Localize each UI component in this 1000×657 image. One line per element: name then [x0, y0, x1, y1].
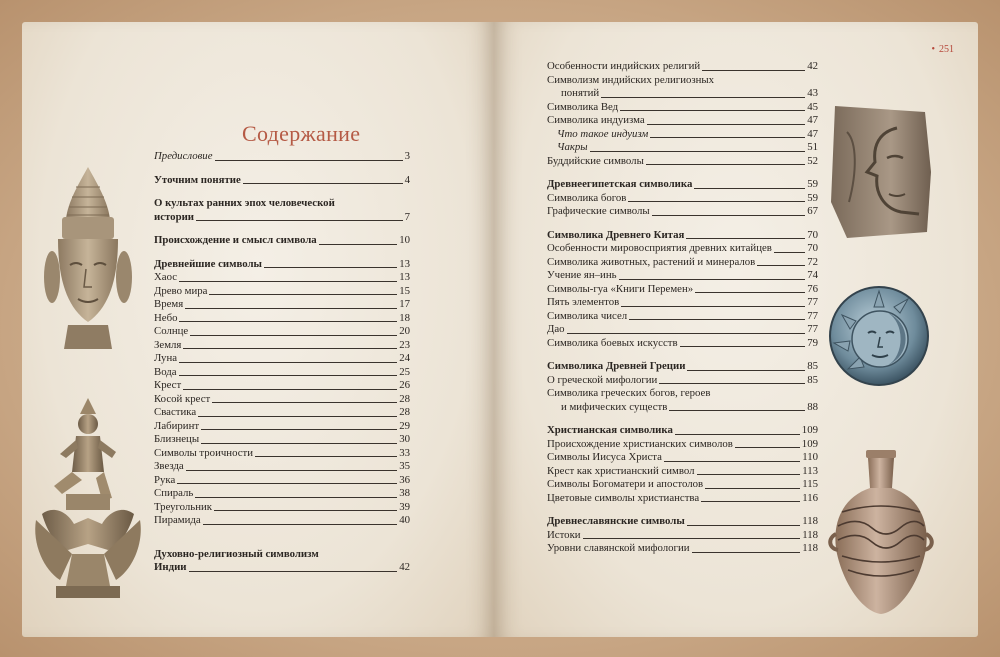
toc-entry-label: О греческой мифологии [547, 373, 658, 386]
toc-entry-label: Крест [154, 379, 182, 391]
toc-entry[interactable] [154, 339, 410, 353]
toc-entry[interactable] [547, 192, 818, 206]
toc-entry-page: 118 [802, 515, 818, 527]
toc-entry-label: Дао [547, 323, 565, 335]
toc-entry-label: Треугольник [154, 500, 213, 513]
toc-entry-page: 70 [807, 242, 818, 254]
page-title: Содержание [242, 121, 361, 146]
toc-entry-label: Символика чисел [547, 309, 628, 322]
toc-entry-label: Земля [154, 338, 182, 351]
toc-gap [154, 248, 410, 258]
toc-entry-page: 39 [399, 500, 410, 513]
toc-leader-line [669, 410, 805, 411]
toc-leader-line [697, 474, 801, 475]
toc-entry-label: Символизм индийских религиозных [547, 73, 715, 86]
toc-entry[interactable] [547, 128, 818, 142]
toc-entry-label: и мифических существ [561, 400, 668, 413]
toc-entry[interactable] [154, 379, 410, 393]
toc-leader-line [179, 321, 397, 322]
toc-entry[interactable] [547, 283, 818, 297]
toc-entry[interactable] [547, 542, 818, 556]
toc-leader-line [774, 252, 805, 253]
toc-leader-line [621, 306, 805, 307]
toc-entry-page: 110 [802, 451, 818, 463]
toc-entry-page: 33 [399, 446, 410, 459]
toc-entry-label: Луна [154, 352, 178, 364]
toc-entry[interactable] [547, 323, 818, 337]
toc-entry-page: 45 [807, 100, 818, 113]
painted-vase [828, 448, 934, 618]
toc-leader-line [185, 308, 397, 309]
toc-entry-label: Символы Иисуса Христа [547, 451, 662, 463]
toc-leader-line [735, 447, 800, 448]
toc-entry-label: Цветовые символы христианства [547, 491, 700, 504]
toc-entry-page: 109 [801, 424, 818, 436]
toc-entry-label: Рука [154, 473, 176, 486]
toc-entry-label: Пирамида [154, 514, 201, 526]
toc-entry-page: 4 [404, 173, 410, 186]
toc-entry[interactable] [547, 438, 818, 452]
toc-entry-page: 77 [807, 323, 818, 335]
toc-entry-label: Пять элементов [547, 296, 620, 308]
toc-gap [154, 224, 410, 234]
toc-leader-line [705, 488, 800, 489]
toc-entry[interactable] [154, 433, 410, 447]
toc-entry-page: 88 [807, 400, 818, 413]
toc-entry-page: 43 [807, 87, 818, 99]
toc-entry-label: Хаос [154, 271, 178, 283]
toc-leader-line [319, 244, 398, 245]
toc-entry-label: Символы-гуа «Книги Перемен» [547, 282, 694, 295]
toc-entry-page: 42 [807, 60, 818, 72]
toc-entry[interactable] [547, 337, 818, 351]
toc-entry[interactable] [154, 501, 410, 515]
toc-leader-line [620, 110, 805, 111]
toc-leader-line [179, 375, 398, 376]
toc-entry-label: Свастика [154, 406, 197, 418]
toc-leader-line [686, 238, 805, 239]
toc-entry-page: 59 [807, 178, 818, 190]
toc-entry-page: 85 [807, 373, 818, 386]
toc-entry[interactable] [547, 141, 818, 155]
toc-leader-line [687, 525, 800, 526]
toc-entry-label: Звезда [154, 460, 184, 472]
toc-entry[interactable] [154, 548, 410, 562]
toc-entry[interactable] [547, 374, 818, 388]
toc-entry[interactable] [154, 258, 410, 272]
toc-gap [154, 187, 410, 197]
toc-entry[interactable] [154, 474, 410, 488]
toc-gap [547, 414, 818, 424]
toc-entry-label: Солнце [154, 325, 189, 337]
toc-entry[interactable] [547, 229, 818, 243]
toc-entry[interactable] [154, 366, 410, 380]
toc-entry-page: 47 [807, 127, 818, 140]
toc-entry[interactable] [154, 460, 410, 474]
toc-entry-page: 18 [399, 311, 410, 324]
toc-leader-line [189, 571, 398, 572]
toc-entry-label: Символы троичности [154, 446, 254, 459]
toc-leader-line [675, 434, 800, 435]
toc-entry-label: Косой крест [154, 392, 211, 405]
toc-entry-page: 59 [807, 191, 818, 204]
right-page [494, 22, 978, 637]
toc-leader-line [583, 538, 801, 539]
toc-entry-label: Чакры [557, 141, 588, 153]
toc-entry-page: 15 [399, 284, 410, 297]
toc-entry-label: Символика греческих богов, героев [547, 387, 711, 399]
toc-entry-page: 51 [807, 141, 818, 153]
toc-entry-label: Символика индуизма [547, 114, 645, 126]
toc-entry-label: Символика Вед [547, 100, 619, 113]
toc-leader-line [646, 164, 805, 165]
toc-entry-label: Символы Богоматери и апостолов [547, 478, 704, 490]
toc-gap [154, 528, 410, 538]
toc-entry-label: Древнейшие символы [154, 257, 262, 270]
toc-leader-line [179, 281, 397, 282]
toc-entry[interactable] [154, 447, 410, 461]
toc-entry-page: 38 [399, 487, 410, 499]
toc-entry-label: Древнеславянские символы [547, 515, 685, 527]
toc-leader-line [567, 333, 806, 334]
toc-entry[interactable] [547, 269, 818, 283]
toc-entry-label: Древо мира [154, 284, 208, 297]
toc-entry[interactable] [547, 256, 818, 270]
toc-entry[interactable] [547, 401, 818, 415]
toc-entry-page: 76 [807, 282, 818, 295]
toc-entry-label: Истоки [547, 528, 581, 541]
toc-entry[interactable] [154, 514, 410, 528]
toc-entry-label: Происхождение и смысл символа [154, 234, 317, 246]
page-number: • 251 [931, 44, 954, 55]
toc-gap [547, 168, 818, 178]
shiva-statue [32, 394, 144, 600]
toc-gap [154, 538, 410, 548]
toc-entry[interactable] [547, 60, 818, 74]
toc-leader-line [183, 348, 397, 349]
toc-leader-line [186, 470, 397, 471]
toc-entry-page: 13 [399, 271, 410, 283]
toc-gap [547, 219, 818, 229]
toc-leader-line [652, 215, 806, 216]
toc-entry[interactable] [154, 285, 410, 299]
toc-entry[interactable] [547, 451, 818, 465]
toc-entry-page: 70 [807, 228, 818, 241]
toc-entry-page: 109 [801, 437, 818, 450]
toc-entry-label: Индии [154, 561, 187, 573]
toc-entry-label: понятий [561, 87, 600, 99]
toc-leader-line [201, 429, 397, 430]
toc-entry-page: 36 [399, 473, 410, 486]
toc-leader-line [650, 137, 805, 138]
toc-entry-label: Особенности индийских религий [547, 60, 701, 72]
toc-leader-line [692, 552, 801, 553]
toc-entry-page: 116 [802, 491, 818, 504]
toc-leader-line [695, 292, 805, 293]
toc-entry-page: 52 [807, 154, 818, 167]
toc-entry-label: Символика Древней Греции [547, 360, 686, 372]
toc-leader-line [196, 220, 403, 221]
toc-leader-line [590, 151, 806, 152]
sun-moon-plate [828, 285, 930, 387]
toc-entry-page: 77 [807, 309, 818, 322]
toc-leader-line [694, 188, 805, 189]
toc-entry[interactable] [547, 155, 818, 169]
toc-entry-label: Особенности мировосприятия древних китайцев [547, 242, 772, 254]
toc-entry[interactable] [547, 515, 818, 529]
toc-leader-line [628, 201, 805, 202]
toc-entry-label: Буддийские символы [547, 154, 644, 167]
toc-entry[interactable] [154, 312, 410, 326]
toc-entry-label: Небо [154, 311, 178, 324]
toc-leader-line [601, 97, 805, 98]
toc-entry[interactable] [547, 529, 818, 543]
toc-entry-page: 20 [399, 325, 410, 337]
toc-leader-line [201, 443, 397, 444]
toc-entry[interactable] [154, 234, 410, 248]
toc-leader-line [264, 267, 397, 268]
toc-entry[interactable] [154, 352, 410, 366]
toc-entry-page: 115 [802, 478, 818, 490]
toc-entry-label: истории [154, 210, 195, 223]
toc-leader-line [701, 501, 800, 502]
toc-entry[interactable] [154, 298, 410, 312]
toc-entry-label: О культах ранних эпох человеческой [154, 197, 335, 209]
toc-entry-page: 13 [399, 257, 410, 270]
toc-leader-line [203, 524, 398, 525]
toc-entry-label: Близнецы [154, 433, 200, 445]
toc-entry-page: 30 [399, 433, 410, 445]
toc-entry[interactable] [154, 325, 410, 339]
toc-entry-page: 28 [399, 406, 410, 418]
toc-leader-line [179, 362, 397, 363]
toc-entry[interactable] [547, 114, 818, 128]
toc-entry-page: 74 [807, 269, 818, 281]
toc-leader-line [195, 497, 397, 498]
toc-entry[interactable] [547, 424, 818, 438]
toc-entry-label: Спираль [154, 487, 194, 499]
toc-entry[interactable] [154, 211, 410, 225]
toc-entry[interactable] [547, 205, 818, 219]
toc-entry[interactable] [154, 174, 410, 188]
toc-entry[interactable] [154, 561, 410, 575]
toc-entry-page: 17 [399, 298, 410, 310]
toc-entry-page: 7 [404, 210, 410, 223]
toc-leader-line [214, 510, 397, 511]
egyptian-relief [827, 102, 935, 240]
toc-leader-line [209, 294, 397, 295]
toc-entry[interactable] [547, 101, 818, 115]
toc-entry-page: 25 [399, 365, 410, 378]
toc-entry-label: Крест как христианский символ [547, 464, 695, 477]
toc-entry-page: 79 [807, 336, 818, 349]
toc-entry-label: Символика животных, растений и минералов [547, 255, 756, 268]
toc-entry[interactable] [547, 296, 818, 310]
toc-entry-page: 42 [399, 561, 410, 573]
toc-leader-line [757, 265, 805, 266]
toc-leader-line [177, 483, 397, 484]
toc-leader-line [243, 183, 403, 184]
toc-leader-line [215, 160, 403, 161]
toc-gap [547, 505, 818, 515]
toc-entry-label: Духовно-религиозный символизм [154, 547, 319, 560]
right-toc [547, 60, 818, 556]
left-toc [154, 150, 410, 575]
toc-leader-line [198, 416, 397, 417]
toc-entry[interactable] [547, 360, 818, 374]
toc-leader-line [629, 319, 805, 320]
toc-entry-page: 118 [802, 528, 818, 541]
toc-entry-label: Лабиринт [154, 419, 200, 432]
toc-entry-label: Символика богов [547, 191, 627, 204]
toc-entry-label: Символика Древнего Китая [547, 228, 685, 241]
left-page [22, 22, 494, 637]
toc-entry-page: 118 [802, 542, 818, 554]
toc-leader-line [255, 456, 397, 457]
toc-entry-label: Время [154, 298, 184, 310]
toc-gap [154, 164, 410, 174]
toc-entry-label: Христианская символика [547, 424, 673, 436]
toc-leader-line [619, 279, 806, 280]
toc-entry[interactable] [154, 393, 410, 407]
toc-entry-page: 29 [399, 419, 410, 432]
buddha-head-sculpture [38, 157, 138, 352]
toc-entry-label: Древнеегипетская символика [547, 178, 693, 190]
toc-entry[interactable] [154, 271, 410, 285]
toc-entry-page: 72 [807, 255, 818, 268]
toc-entry[interactable] [154, 197, 410, 211]
toc-entry[interactable] [547, 178, 818, 192]
toc-leader-line [687, 370, 805, 371]
toc-entry-page: 47 [807, 114, 818, 126]
toc-entry[interactable] [547, 87, 818, 101]
toc-entry[interactable] [547, 492, 818, 506]
toc-entry[interactable] [154, 150, 410, 164]
toc-entry-page: 3 [404, 150, 410, 162]
toc-leader-line [190, 335, 397, 336]
toc-entry-label: Происхождение христианских символов [547, 437, 733, 450]
toc-entry-page: 23 [399, 338, 410, 351]
toc-entry[interactable] [547, 242, 818, 256]
toc-leader-line [183, 389, 397, 390]
toc-entry-page: 113 [802, 464, 818, 477]
toc-entry-page: 26 [399, 379, 410, 391]
toc-entry-page: 35 [399, 460, 410, 472]
toc-leader-line [659, 383, 805, 384]
toc-leader-line [702, 70, 805, 71]
toc-entry-label: Уточним понятие [154, 173, 241, 186]
toc-entry[interactable] [547, 478, 818, 492]
toc-entry-label: Графические символы [547, 205, 650, 217]
toc-entry[interactable] [547, 74, 818, 88]
toc-entry[interactable] [154, 406, 410, 420]
toc-entry-label: Учение ян–инь [547, 269, 617, 281]
toc-entry-page: 40 [399, 514, 410, 526]
toc-entry[interactable] [547, 465, 818, 479]
toc-entry-page: 24 [399, 352, 410, 364]
toc-entry-page: 77 [807, 296, 818, 308]
toc-leader-line [680, 346, 806, 347]
toc-entry-page: 85 [807, 360, 818, 372]
toc-leader-line [664, 461, 800, 462]
toc-entry[interactable] [547, 310, 818, 324]
toc-entry[interactable] [547, 387, 818, 401]
toc-entry-label: Что такое индуизм [557, 127, 649, 140]
toc-entry-label: Предисловие [154, 150, 213, 162]
toc-entry-page: 10 [399, 234, 410, 246]
toc-gap [547, 350, 818, 360]
toc-entry-label: Символика боевых искусств [547, 336, 678, 349]
toc-entry-page: 28 [399, 392, 410, 405]
toc-entry-label: Уровни славянской мифологии [547, 542, 690, 554]
toc-entry[interactable] [154, 487, 410, 501]
toc-entry-label: Вода [154, 365, 177, 378]
toc-entry[interactable] [154, 420, 410, 434]
toc-leader-line [212, 402, 397, 403]
toc-entry-page: 67 [807, 205, 818, 217]
toc-leader-line [647, 124, 805, 125]
